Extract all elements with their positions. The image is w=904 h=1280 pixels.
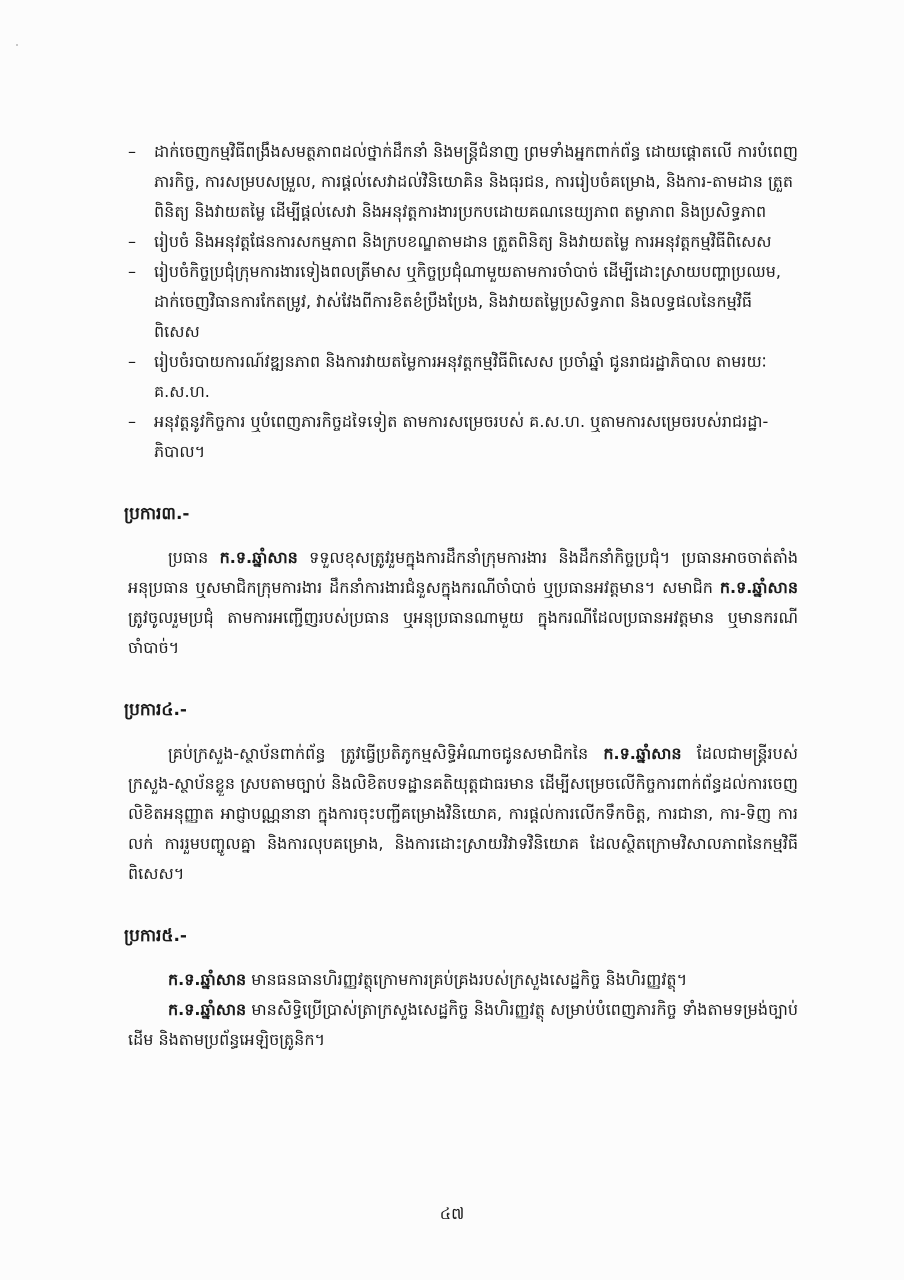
list-item <box>128 257 798 347</box>
bullet-dash: – <box>128 262 136 281</box>
bullet-dash: – <box>128 412 136 431</box>
article-4-heading: ប្រការ៤.- <box>124 700 187 720</box>
article-3-text-end: ត្រូវចូលរួមប្រជុំ តាមការអញ្ជើញរបស់ប្រធាន ឬអនុប្រធានណាមួយ ក្នុងករណីដែលប្រធានអវត្តមាន ឬមានករណីចាំបាច់។ <box>128 608 798 657</box>
article-4-text-end: ដែលជាមន្ត្រីរបស់ក្រសួង-ស្ថាប័នខ្លួន ស្របតាមច្បាប់ និងលិខិតបទដ្ឋានគតិយុត្តជាធរមាន ដើម្បីសម្រេចលើកិច្ចការពាក់ព័ន្ធដល់ការចេញលិខិតអនុញ្ញាត អាជ្ញាបណ្ណនានា ក្នុងការចុះបញ្ជីគម្រោងវិនិយោគ, ការផ្តល់ការលើកទឹកចិត្ត, ការជានា, ការ-ទិញ ការលក់ ការរួមបញ្ចូលគ្នា និងការលុបគម្រោង, និងការដោះស្រាយវិវាទវិនិយោគ ដែលស្ថិតក្រោមវិសាលភាពនៃកម្មវិធីពិសេស។ <box>128 744 798 883</box>
article-4-text-start: គ្រប់ក្រសួង-ស្ថាប័នពាក់ព័ន្ធ ត្រូវធ្វើប្រតិភូកម្មសិទ្ធិអំណាចជូនសមាជិកនៃ <box>168 744 604 763</box>
list-item-text: អនុវត្តនូវកិច្ចការ ឬបំពេញភារកិច្ចដទៃទៀត តាមការសម្រេចរបស់ គ.ស.ហ. ឬតាមការសម្រេចរបស់រាជរដ្ឋា-ភិបាល។ <box>154 412 769 461</box>
article-5-line-1-text: មានធនធានហិរញ្ញវត្ថុក្រោមការគ្រប់គ្រងរបស់ក្រសួងសេដ្ឋកិច្ច និងហិរញ្ញវត្ថុ។ <box>246 970 688 989</box>
committee-abbreviation: ក.ទ.ឆ្នាំសាន <box>168 1000 247 1019</box>
article-5-heading: ប្រការ៥.- <box>124 926 187 946</box>
committee-abbreviation: ក.ទ.ឆ្នាំសាន <box>168 970 247 989</box>
bullet-dash: – <box>128 352 136 371</box>
committee-abbreviation: ក.ទ.ឆ្នាំសាន <box>603 744 682 763</box>
committee-abbreviation: ក.ទ.ឆ្នាំសាន <box>719 578 798 597</box>
article-4-paragraph <box>128 739 798 889</box>
list-item-text: ដាក់ចេញកម្មវិធីពង្រឹងសមត្ថភាពដល់ថ្នាក់ដឹកនាំ និងមន្ត្រីជំនាញ ព្រមទាំងអ្នកពាក់ព័ន្ធ ដោយផ្តោតលើ ការបំពេញភារកិច្ច, ការសម្របសម្រួល, ការផ្តល់សេវាដល់វិនិយោគិន និងធុរជន, ការរៀបចំគម្រោង, និងការ-តាមដាន ត្រួតពិនិត្យ និងវាយតម្លៃ ដើម្បីផ្តល់សេវា និងអនុវត្តការងារប្រកបដោយគណនេយ្យភាព តម្លាភាព និងប្រសិទ្ធភាព <box>154 142 799 221</box>
article-5-line-1 <box>128 965 798 995</box>
list-item-text: រៀបចំកិច្ចប្រជុំក្រុមការងារទៀងពលត្រីមាស ឬកិច្ចប្រជុំណាមួយតាមការចាំបាច់ ដើម្បីដោះស្រាយបញ្ហាប្រឈម, ដាក់ចេញវិធានការកែតម្រូវ, វាស់វែងពីការខិតខំប្រឹងប្រែង, និងវាយតម្លៃប្រសិទ្ធភាព និងលទ្ធផលនៃកម្មវិធី ពិសេស <box>154 262 781 341</box>
article-3-text-start: ប្រធាន <box>168 548 220 567</box>
committee-abbreviation: ក.ទ.ឆ្នាំសាន <box>219 548 298 567</box>
scan-speck <box>16 44 18 46</box>
list-item <box>128 347 798 407</box>
list-item <box>128 137 798 227</box>
list-item-text: រៀបចំ និងអនុវត្តផែនការសកម្មភាព និងក្របខណ្ឌតាមដាន ត្រួតពិនិត្យ និងវាយតម្លៃ ការអនុវត្តកម្មវិធីពិសេស <box>154 232 772 251</box>
article-3-text-middle: ទទួលខុសត្រូវរួមក្នុងការដឹកនាំក្រុមការងារ និងដឹកនាំកិច្ចប្រជុំ។ ប្រធានអាចចាត់តាំង អនុប្រធាន ឬសមាជិកក្រុមការងារ ដឹកនាំការងារជំនួសក្នុងករណីចាំបាច់ ឬប្រធានអវត្តមាន។ សមាជិក <box>128 548 798 597</box>
list-item <box>128 407 798 467</box>
article-3-paragraph <box>128 543 798 663</box>
article-5-line-2 <box>128 995 798 1055</box>
page-content <box>124 137 799 1055</box>
article-5-line-2-text: មានសិទ្ធិប្រើប្រាស់ត្រាក្រសួងសេដ្ឋកិច្ច និងហិរញ្ញវត្ថុ សម្រាប់បំពេញភារកិច្ច ទាំងតាមទម្រង់ច្បាប់ដើម និងតាមប្រព័ន្ធអេឡិចត្រូនិក។ <box>128 1000 798 1049</box>
page-number: ៤៧ <box>439 1204 465 1223</box>
bullet-dash: – <box>128 142 136 161</box>
list-item-text: រៀបចំរបាយការណ៍វឌ្ឍនភាព និងការវាយតម្លៃការអនុវត្តកម្មវិធីពិសេស ប្រចាំឆ្នាំ ជូនរាជរដ្ឋាភិបាល តាមរយៈ គ.ស.ហ. <box>154 352 767 401</box>
list-item <box>128 227 798 257</box>
article-3-heading: ប្រការ៣.- <box>124 504 190 524</box>
bullet-dash: – <box>128 232 136 251</box>
duties-list <box>128 137 798 467</box>
